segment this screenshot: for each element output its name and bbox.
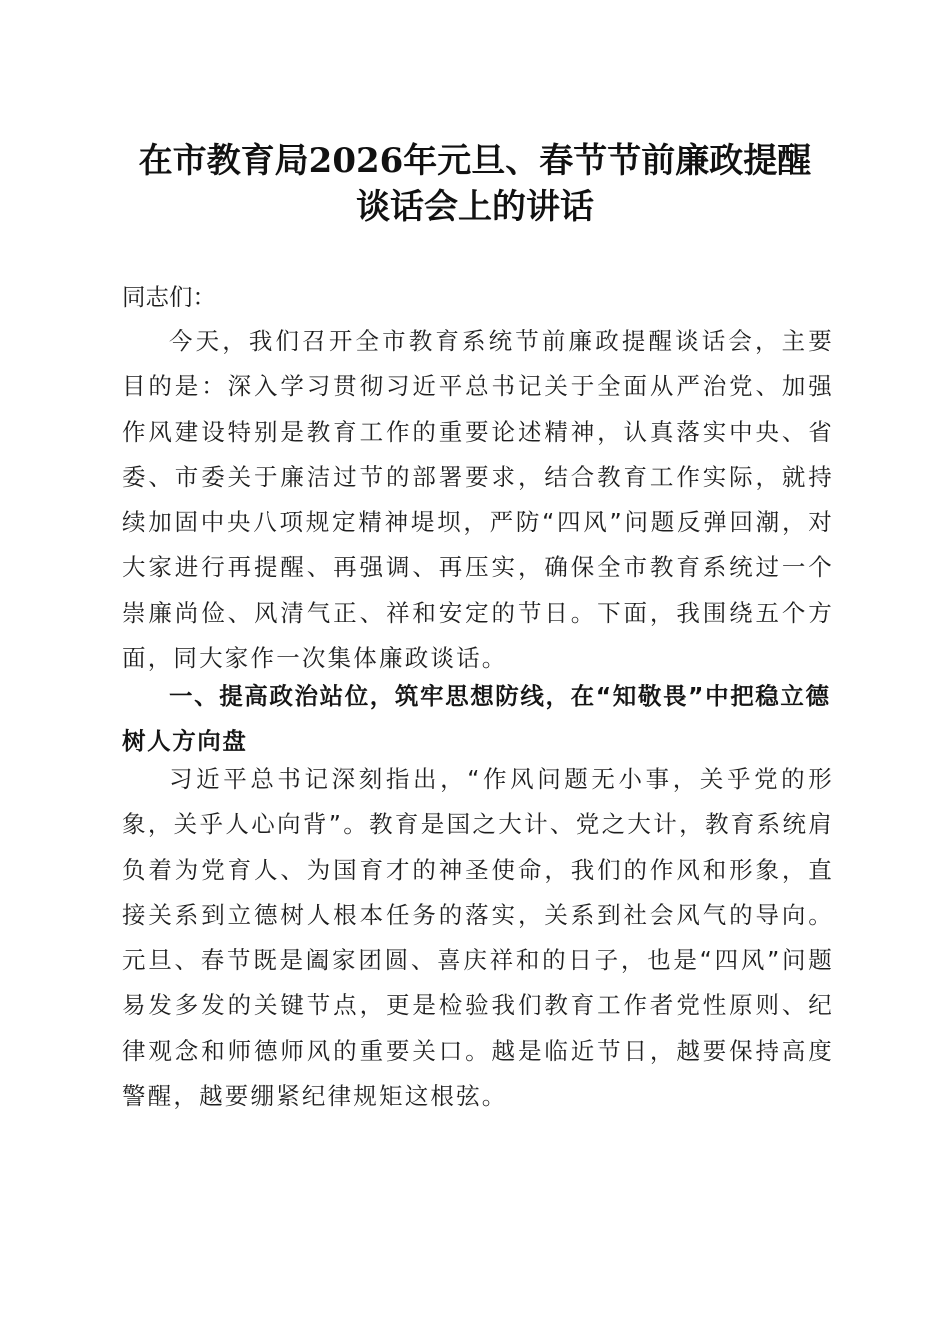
section-heading-1: 一、提高政治站位，筑牢思想防线，在“知敬畏”中把稳立德树人方向盘 xyxy=(122,682,831,756)
paragraph-section-1: 习近平总书记深刻指出，“作风问题无小事，关乎党的形象，关乎人心向背”。教育是国之大计、党之大计，教育系统肩负着为党育人、为国育才的神圣使命，我们的作风和形象，直接关系到立德树人根本任务的落实，关系到社会风气的导向。元旦、春节既是阖家团圆、喜庆祥和的日子，也是“四风”问题易发多发的关键节点，更是检验我们教育工作者党性原则、纪律观念和师德师风的重要关口。越是临近节日，越要保持高度警醒，越要绷紧纪律规矩这根弦。 xyxy=(122,765,834,1111)
document-title-line-2: 谈话会上的讲话 xyxy=(356,187,594,227)
document-title-line-1: 在市教育局2026年元旦、春节节前廉政提醒 xyxy=(138,141,812,181)
salutation: 同志们： xyxy=(122,283,216,311)
paragraph-intro: 今天，我们召开全市教育系统节前廉政提醒谈话会，主要目的是：深入学习贯彻习近平总书记关于全面从严治党、加强作风建设特别是教育工作的重要论述精神，认真落实中央、省委、市委关于廉洁过节的部署要求，结合教育工作实际，就持续加固中央八项规定精神堤坝，严防“四风”问题反弹回潮，对大家进行再提醒、再强调、再压实，确保全市教育系统过一个崇廉尚俭、风清气正、祥和安定的节日。下面，我围绕五个方面，同大家作一次集体廉政谈话。 xyxy=(122,327,834,673)
